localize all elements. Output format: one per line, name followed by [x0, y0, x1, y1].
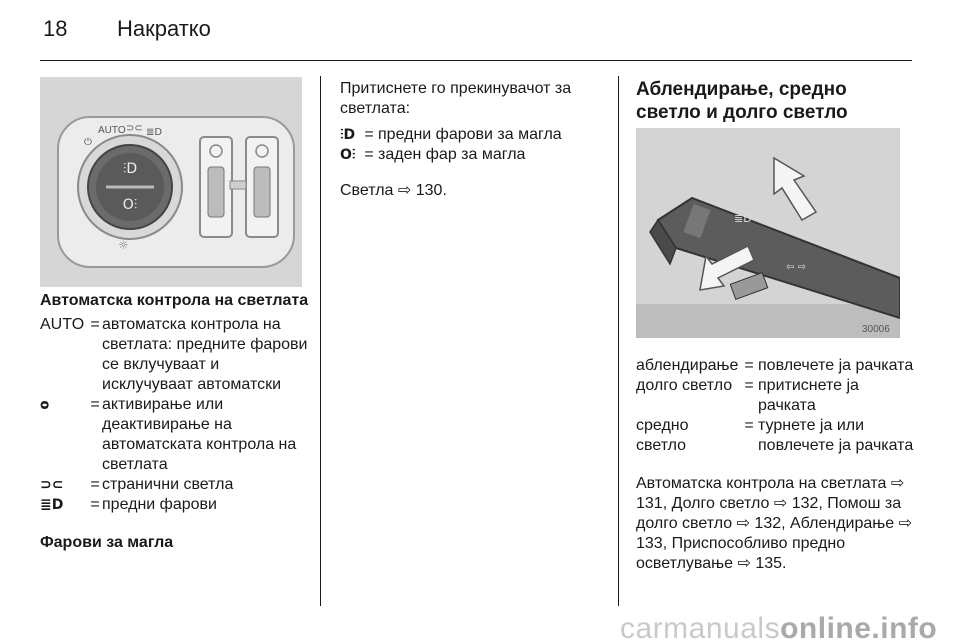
svg-text:⇦ ⇨: ⇦ ⇨: [786, 262, 806, 273]
middle-column: [340, 79, 602, 201]
desc-rear-fog: заден фар за магла: [378, 146, 526, 163]
equals-sign: =: [364, 126, 374, 143]
equals-sign: =: [90, 316, 100, 333]
desc-high-beam: притиснете ја рачката: [758, 377, 859, 414]
right-column-body: [636, 356, 916, 574]
svg-text:≣D: ≣D: [734, 212, 752, 225]
page-number: 18: [43, 16, 68, 41]
watermark: [620, 612, 937, 642]
desc-headlight-flash: турнете ја или повлечете ја рачката: [758, 417, 914, 454]
equals-sign: =: [744, 357, 754, 374]
fog-definition-list: [340, 125, 602, 165]
front-fog-icon: ⫶D: [340, 127, 356, 143]
switch-intro: Притиснете го прекинувачот за светлата:: [340, 80, 572, 117]
desc-front-fog: предни фарови за магла: [378, 126, 562, 143]
definition-list: [40, 315, 310, 515]
lights-reference[interactable]: Светла ⇨ 130.: [340, 182, 447, 199]
page-title: Накратко: [117, 16, 211, 41]
desc-side-lights: странични светла: [102, 476, 234, 493]
fog-lights-heading: Фарови за магла: [40, 534, 174, 551]
light-switch-figure: [40, 77, 302, 287]
equals-sign: =: [90, 476, 100, 493]
term-headlight-flash: средно светло: [636, 417, 689, 454]
power-icon: ᴑ: [40, 397, 50, 413]
svg-text:O⫶: O⫶: [122, 197, 138, 213]
svg-text:☼: ☼: [118, 238, 129, 252]
right-column: [636, 78, 906, 124]
low-beam-icon: ≣D: [40, 497, 64, 513]
svg-text:≣D: ≣D: [146, 127, 163, 138]
term-dipped-beam: аблендирање: [636, 357, 739, 374]
auto-label: AUTO: [98, 125, 126, 136]
column-divider-right: [618, 76, 619, 606]
figure-caption: Автоматска контрола на светлата: [40, 292, 309, 309]
header-rule: [40, 60, 912, 61]
stalk-illustration: [636, 128, 900, 338]
rear-fog-icon: O⫶: [340, 147, 356, 163]
page-header: [0, 0, 960, 62]
left-column: [40, 291, 310, 553]
beam-definition-list: [636, 356, 916, 456]
side-lights-icon: ⊃⊂: [40, 477, 64, 493]
watermark-suffix: online.info: [780, 612, 938, 642]
figure-number: 30006: [862, 324, 890, 335]
cross-references[interactable]: Автоматска контрола на светлата ⇨ 131, Долго светло ⇨ 132, Помош за долго светло ⇨ 132, Аблендирање ⇨ 133, Приспособливо предно осветлување ⇨ 135.: [636, 475, 913, 572]
term-auto: AUTO: [40, 316, 85, 333]
term-high-beam: долго светло: [636, 377, 733, 394]
equals-sign: =: [90, 396, 100, 413]
equals-sign: =: [744, 377, 754, 394]
svg-text:⫶D: ⫶D: [122, 161, 138, 177]
svg-text:⊃⊂: ⊃⊂: [126, 123, 143, 134]
watermark-prefix: carmanuals: [620, 612, 781, 642]
equals-sign: =: [90, 496, 100, 513]
equals-sign: =: [364, 146, 374, 163]
desc-dipped-beam: повлечете ја рачката: [758, 357, 914, 374]
section-heading: Аблендирање, средно светло и долго светло: [636, 79, 848, 123]
svg-text:⏻: ⏻: [84, 137, 92, 148]
desc-auto: автоматска контрола на светлата: предните фарови се вклучуваат и исклучуваат автоматски: [102, 316, 308, 393]
desc-power: активирање или деактивирање на автоматската контрола на светлата: [102, 396, 297, 473]
equals-sign: =: [744, 417, 754, 434]
desc-low-beam: предни фарови: [102, 496, 217, 513]
light-switch-illustration: [40, 77, 302, 287]
stalk-figure: [636, 128, 900, 338]
column-divider-left: [320, 76, 321, 606]
